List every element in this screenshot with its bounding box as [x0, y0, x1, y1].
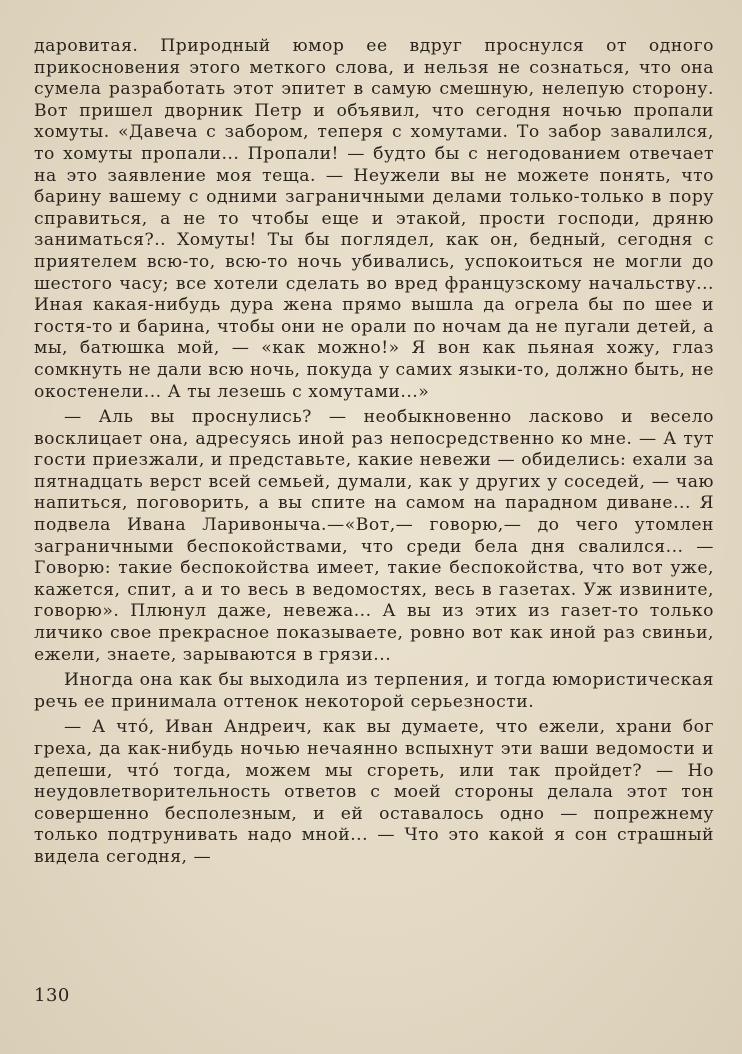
- page-number: 130: [34, 985, 70, 1006]
- text-column: [34, 36, 714, 873]
- paragraph-narration: Иногда она как бы выходила из терпения, и тогда юмористическая речь ее принимала оттенок некоторой серьезности.: [34, 670, 714, 712]
- paragraph-question: — А что́, Иван Андреич, как вы думаете, что ежели, храни бог греха, да как-нибудь ночью нечаянно вспыхнут эти ваши ведомости и депеши, что́ тогда, можем мы сгореть, или так пройдет? — Но неудовлетворительность ответов с моей стороны делала этот тон совершенно бесполезным, и ей оставалось одно — попрежнему только подтрунивать надо мной... — Что это какой я сон страшный видела сегодня, —: [34, 717, 714, 867]
- paragraph-dialogue: — Аль вы проснулись? — необыкновенно ласково и весело восклицает она, адресуясь иной раз непосредственно ко мне. — А тут гости приезжали, и представьте, какие невежи — обиделись: ехали за пятнадцать верст всей семьей, думали, как у других у соседей, — чаю напиться, поговорить, а вы спите на самом на парадном диване... Я подвела Ивана Ларивоныча.—«Вот,— говорю,— до чего утомлен заграничными беспокойствами, что среди бела дня свалился... — Говорю: такие беспокойства имеет, такие беспокойства, что вот уже, кажется, спит, а и то весь в ведомостях, весь в газетах. Уж извините, говорю». Плюнул даже, невежа... А вы из этих из газет-то только личико свое прекрасное показываете, ровно вот как иной раз свиньи, ежели, знаете, зарываются в грязи...: [34, 407, 714, 665]
- paragraph-continued: даровитая. Природный юмор ее вдруг проснулся от одного прикосновения этого меткого слова, и нельзя не сознаться, что она сумела разработать этот эпитет в самую смешную, нелепую сторону. Вот пришел дворник Петр и объявил, что сегодня ночью пропали хомуты. «Давеча с забором, теперя с хомутами. То забор завалился, то хомуты пропали... Пропали! — будто бы с негодованием отвечает на это заявление моя теща. — Неужели вы не можете понять, что барину вашему с одними заграничными делами только-только в пору справиться, а не то чтобы еще и этакой, прости господи, дряню заниматься?.. Хомуты! Ты бы поглядел, как он, бедный, сегодня с приятелем всю-то, всю-то ночь убивались, успокоиться не могли до шестого часу; все хотели сделать во вред французскому начальству... Иная какая-нибудь дура жена прямо вышла да огрела бы по шее и гостя-то и барина, чтобы они не орали по ночам да не пугали детей, а мы, батюшка мой, — «как можно!» Я вон как пьяная хожу, глаз сомкнуть не дали всю ночь, покуда у самих языки-то, должно быть, не окостенели... А ты лезешь с хомутами...»: [34, 36, 714, 402]
